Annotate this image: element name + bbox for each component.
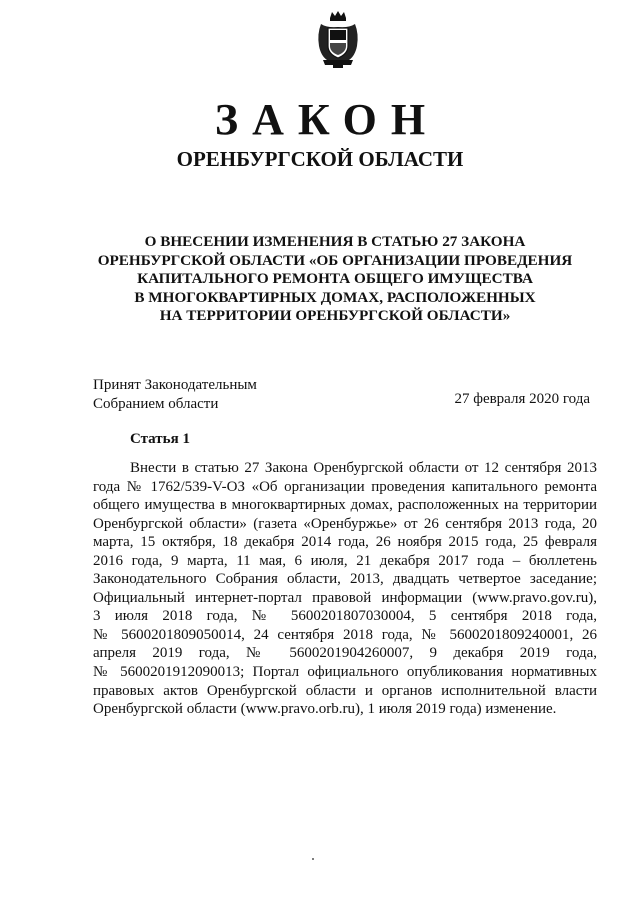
law-heading-line: НА ТЕРРИТОРИИ ОРЕНБУРГСКОЙ ОБЛАСТИ» bbox=[159, 307, 511, 325]
article-text-line: апреля 2019 года, № 5600201904260007, 9 декабря 2019 года, bbox=[93, 645, 597, 662]
article-text-line: Законодательного Собрания области, 2013, двадцать четвертое заседание; bbox=[93, 571, 597, 588]
law-heading bbox=[90, 233, 580, 326]
article-text-line: № 5600201912090013; Портал официального опубликования нормативных bbox=[93, 664, 597, 681]
adopted-date: 27 февраля 2020 года bbox=[454, 391, 590, 407]
article-text-line: общего имущества в многоквартирных домах, расположенных на территории bbox=[93, 497, 597, 514]
document-subtitle: ОРЕНБУРГСКОЙ ОБЛАСТИ bbox=[176, 147, 464, 171]
adopted-by-line: Собранием области bbox=[93, 395, 219, 412]
article-text-line: Оренбургской области» (газета «Оренбуржье» от 26 сентября 2013 года, 20 bbox=[93, 515, 597, 532]
article-text-line: Внести в статью 27 Закона Оренбургской области от 12 сентября 2013 bbox=[130, 460, 597, 476]
law-heading-line: В МНОГОКВАРТИРНЫХ ДОМАХ, РАСПОЛОЖЕННЫХ bbox=[134, 288, 536, 306]
article-text-line: года № 1762/539-V-ОЗ «Об организации проведения капитального ремонта bbox=[93, 478, 597, 495]
coat-of-arms-emblem bbox=[313, 10, 363, 68]
page-mark bbox=[312, 858, 314, 860]
article-label: Статья 1 bbox=[130, 431, 190, 447]
adopted-by-line: Принят Законодательным bbox=[93, 377, 257, 393]
law-heading-line: ОРЕНБУРГСКОЙ ОБЛАСТИ «ОБ ОРГАНИЗАЦИИ ПРОВЕДЕНИЯ bbox=[97, 251, 573, 269]
law-heading-line: КАПИТАЛЬНОГО РЕМОНТА ОБЩЕГО ИМУЩЕСТВА bbox=[137, 270, 533, 288]
article-text-line: 3 июля 2018 года, № 5600201807030004, 5 сентября 2018 года, bbox=[93, 608, 597, 625]
article-body bbox=[93, 459, 597, 719]
document-title: ЗАКОН bbox=[214, 95, 440, 144]
article-text-line: 2016 года, 9 марта, 11 мая, 6 июля, 21 декабря 2017 года – бюллетень bbox=[93, 552, 597, 569]
article-text-line: Оренбургской области (www.pravo.orb.ru), 1 июля 2019 года) изменение. bbox=[93, 701, 557, 718]
article-text-line: правовых актов Оренбургской области и органов исполнительной власти bbox=[93, 682, 597, 699]
adopted-by bbox=[93, 376, 257, 413]
article-text-line: Официальный интернет-портал правовой информации (www.pravo.gov.ru), bbox=[93, 589, 597, 606]
article-text-line: марта, 15 октября, 18 декабря 2014 года, 26 ноября 2015 года, 25 февраля bbox=[93, 534, 597, 551]
law-heading-line: О ВНЕСЕНИИ ИЗМЕНЕНИЯ В СТАТЬЮ 27 ЗАКОНА bbox=[144, 233, 526, 250]
article-text-line: № 5600201809050014, 24 сентября 2018 года, № 5600201809240001, 26 bbox=[93, 626, 597, 643]
